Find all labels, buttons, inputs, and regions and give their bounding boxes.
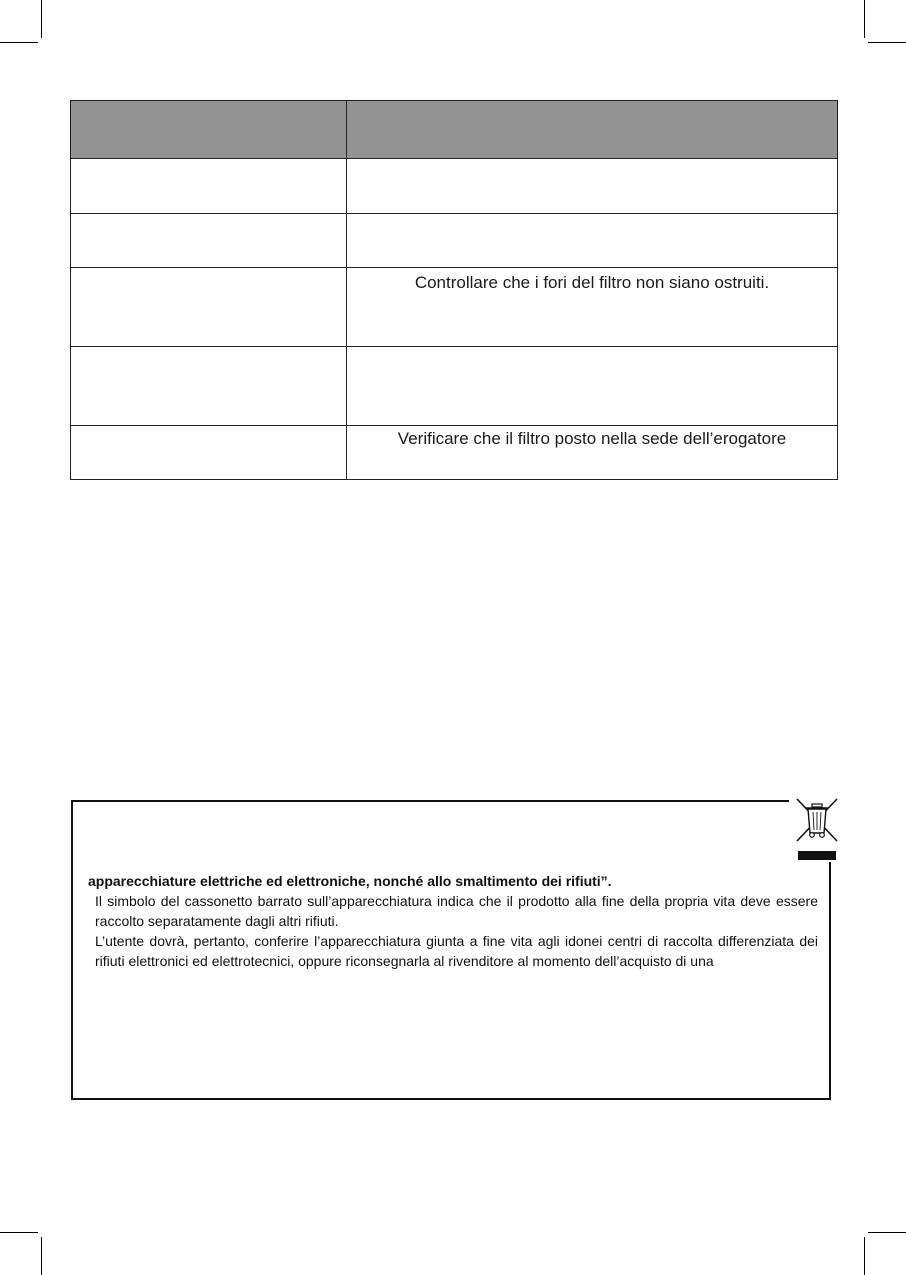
crop-mark [864, 1237, 865, 1275]
crop-mark [41, 1237, 42, 1275]
crop-mark [864, 0, 865, 38]
box-top-border [71, 800, 789, 802]
box-right-border [829, 862, 831, 1100]
crop-mark [0, 1232, 38, 1233]
problem-cell [71, 347, 347, 426]
table-header-row [71, 101, 838, 159]
weee-paragraph: Il simbolo del cassonetto barrato sull’apparecchiatura indica che il prodotto alla fine della propria vita deve essere raccolto separatamente dagli altri rifiuti. [95, 893, 818, 929]
weee-paragraph: L’utente dovrà, pertanto, conferire l’apparecchiatura giunta a fine vita agli idonei centri di raccolta differenziata dei rifiuti elettronici ed elettrotecnici, oppure riconsegnarla al rivenditore al momento dell’acquisto di una [95, 933, 818, 969]
problem-cell [71, 268, 347, 347]
solution-cell: Verificare che il filtro posto nella sede dell’erogatore [347, 426, 838, 480]
crossed-out-wheelie-bin-icon [795, 797, 839, 843]
table-row [71, 214, 838, 268]
solution-cell: Controllare che i fori del filtro non siano ostruiti. [347, 268, 838, 347]
crop-mark [868, 42, 906, 43]
table-row [71, 347, 838, 426]
table-header-solution [347, 101, 838, 159]
problem-cell [71, 214, 347, 268]
weee-heading-fragment: apparecchiature elettriche ed elettroniche, nonché allo smaltimento dei rifiuti”. [88, 873, 612, 889]
solution-cell [347, 214, 838, 268]
troubleshooting-table [70, 100, 838, 480]
solution-cell [347, 347, 838, 426]
problem-cell [71, 159, 347, 214]
table-row [71, 426, 838, 480]
crop-mark [868, 1232, 906, 1233]
crop-mark [0, 42, 38, 43]
solution-cell [347, 159, 838, 214]
table-header-problem [71, 101, 347, 159]
table-row [71, 159, 838, 214]
crop-mark [41, 0, 42, 38]
table-row [71, 268, 838, 347]
weee-black-bar [798, 851, 836, 860]
weee-text-block [88, 871, 818, 971]
problem-cell [71, 426, 347, 480]
